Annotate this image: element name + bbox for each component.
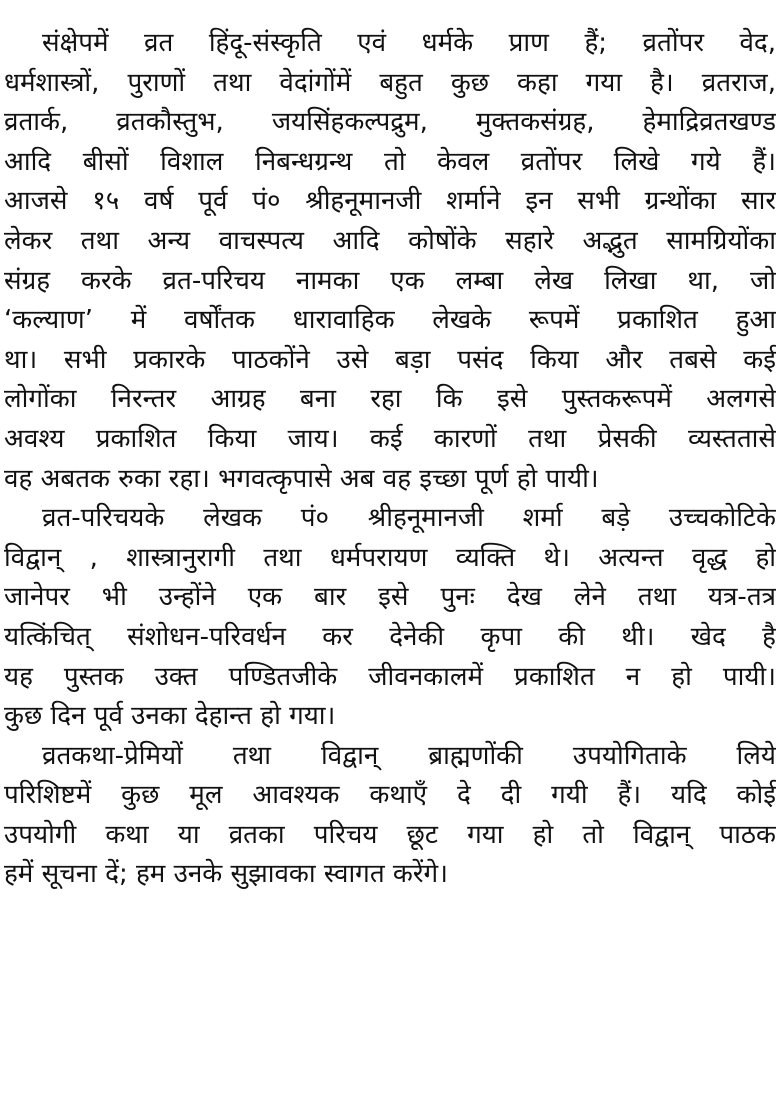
body-text (4, 24, 776, 895)
paragraph-2-line-6: कुछ दिन पूर्व उनका देहान्त हो गया। (4, 701, 336, 732)
paragraph-1-line-1: संक्षेपमें व्रत हिंदू-संस्कृति एवं धर्मके प्राण हैं; व्रतोंपर वेद, (42, 28, 776, 58)
paragraph-1-line-9: था। सभी प्रकारके पाठकोंने उसे बड़ा पसंद किया और तबसे कई (4, 344, 776, 375)
paragraph-1-line-5: आजसे १५ वर्ष पूर्व पं० श्रीहनूमानजी शर्माने इन सभी ग्रन्थोंका सार (4, 186, 776, 217)
paragraph-3-line-4: हमें सूचना दें; हम उनके सुझावका स्वागत करेंगे। (4, 859, 449, 890)
paragraph-2-line-2: विद्वान् , शास्त्रानुरागी तथा धर्मपरायण व्यक्ति थे। अत्यन्त वृद्ध हो (4, 542, 776, 573)
paragraph-2-line-1: व्रत-परिचयके लेखक पं० श्रीहनूमानजी शर्मा बड़े उच्चकोटिके (42, 503, 776, 534)
paragraph-1-line-3: व्रतार्क, व्रतकौस्तुभ, जयसिंहकल्पद्रुम, मुक्तकसंग्रह, हेमाद्रिव्रतखण्ड (4, 107, 776, 138)
paragraph-1-line-11: अवश्य प्रकाशित किया जाय। कई कारणों तथा प्रेसकी व्यस्ततासे (4, 423, 776, 454)
paragraph-1-line-12: वह अबतक रुका रहा। भगवत्कृपासे अब वह इच्छा पूर्ण हो पायी। (4, 463, 599, 494)
paragraph-1-line-2: धर्मशास्त्रों, पुराणों तथा वेदांगोंमें बहुत कुछ कहा गया है। व्रतराज, (4, 67, 776, 98)
paragraph-1-line-10: लोगोंका निरन्तर आग्रह बना रहा कि इसे पुस्तकरूपमें अलगसे (4, 384, 776, 415)
paragraph-1-line-7: संग्रह करके व्रत-परिचय नामका एक लम्बा लेख लिखा था, जो (4, 265, 776, 296)
paragraph-3-line-3: उपयोगी कथा या व्रतका परिचय छूट गया हो तो विद्वान् पाठक (4, 819, 776, 850)
paragraph-1-line-6: लेकर तथा अन्य वाचस्पत्य आदि कोषोंके सहारे अद्भुत सामग्रियोंका (4, 225, 776, 256)
paragraph-1-line-8: ‘कल्याण’ में वर्षोंतक धारावाहिक लेखके रूपमें प्रकाशित हुआ (4, 305, 776, 336)
paragraph-2-line-3: जानेपर भी उन्होंने एक बार इसे पुनः देख लेने तथा यत्र-तत्र (4, 582, 776, 613)
paragraph-2-line-5: यह पुस्तक उक्त पण्डितजीके जीवनकालमें प्रकाशित न हो पायी। (4, 661, 776, 692)
paragraph-1-line-4: आदि बीसों विशाल निबन्धग्रन्थ तो केवल व्रतोंपर लिखे गये हैं। (4, 146, 776, 177)
paragraph-3-line-2: परिशिष्टमें कुछ मूल आवश्यक कथाएँ दे दी गयी हैं। यदि कोई (4, 780, 776, 811)
paragraph-3-line-1: व्रतकथा-प्रेमियों तथा विद्वान् ब्राह्मणोंकी उपयोगिताके लिये (42, 740, 776, 771)
paragraph-2-line-4: यत्किंचित् संशोधन-परिवर्धन कर देनेकी कृपा की थी। खेद है (4, 621, 776, 652)
